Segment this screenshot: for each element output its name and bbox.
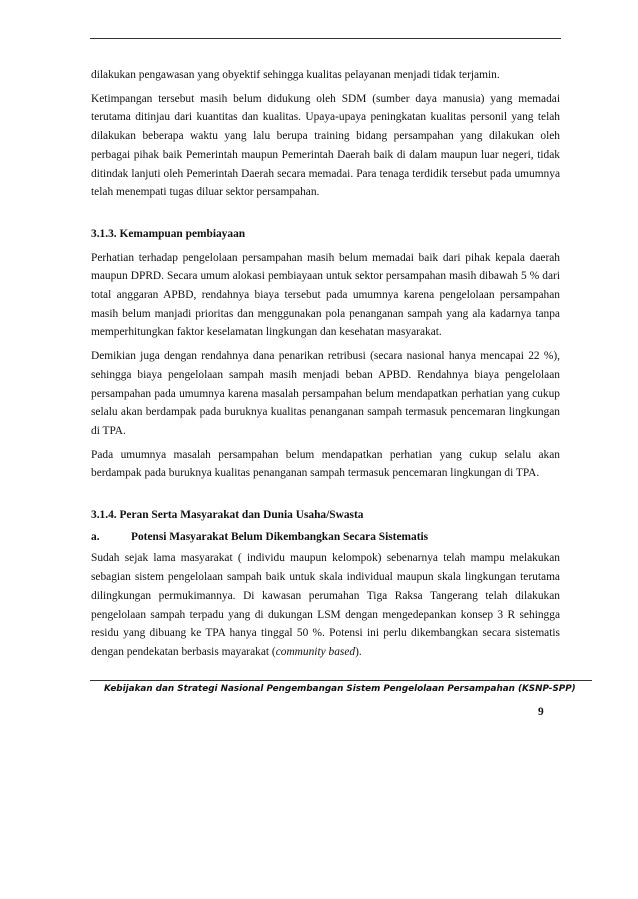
footer-rule: [90, 680, 592, 681]
section-heading-3-1-3: 3.1.3. Kemampuan pembiayaan: [91, 227, 246, 240]
header-rule: [90, 38, 561, 39]
paragraph: Ketimpangan tersebut masih belum didukung oleh SDM (sumber daya manusia) yang memadai terutama ditinjau dari kuantitas dan kualitas. Upaya-upaya peningkatan kualitas personil yang telah dilakukan beberapa waktu yang lalu berupa training bidang persampahan yang dilakukan oleh perbagai pihak baik Pemerintah maupun Pemerintah Daerah baik di dalam maupun luar negeri, tidak ditindak lanjuti oleh Pemerintah Daerah secara memadai. Para tenaga terdidik tersebut pada umumnya telah menempati tugas diluar sektor persampahan.: [91, 92, 560, 199]
footer-title: Kebijakan dan Strategi Nasional Pengembangan Sistem Pengelolaan Persampahan (KSNP-SPP): [104, 684, 576, 694]
subsection-title: Potensi Masyarakat Belum Dikembangkan Secara Sistematis: [131, 530, 429, 543]
paragraph: Perhatian terhadap pengelolaan persampahan masih belum memadai baik dari pihak kepala daerah maupun DPRD. Secara umum alokasi pembiayaan untuk sektor persampahan masih dibawah 5 % dari total anggaran APBD, rendahnya biaya tersebut pada umumnya karena pengelolaan persampahan masih belum manjadi prioritas dan menggunakan pola penanganan sampah yang ala kadarnya tanpa memperhitungkan faktor keselamatan lingkungan dan kesehatan masyarakat.: [91, 251, 560, 339]
italic-term: community based: [275, 645, 356, 658]
page-body: [91, 66, 560, 667]
paragraph-text: Sudah sejak lama masyarakat ( individu maupun kelompok) sebenarnya telah mampu melakukan sebagian sistem pengelolaan sampah baik untuk skala individual maupun skala lingkungan terutama dilingkungan permukimannya. Di kawasan perumahan Tiga Raksa Tangerang telah dilakukan pengelolaan sampah terpadu yang di dukungan LSM dengan mengedepankan konsep 3 R sehingga residu yang dibuang ke TPA hanya tinggal 50 %. Potensi ini perlu dikembangkan secara sistematis dengan pendekatan berbasis mayarakat (: [91, 552, 560, 658]
paragraph: Demikian juga dengan rendahnya dana penarikan retribusi (secara nasional hanya mencapai 22 %), sehingga biaya pengelolaan sampah masih menjadi beban APBD. Rendahnya biaya pengelolaan persampahan pada umumnya karena masalah persampahan belum mendapatkan perhatian yang cukup selalu akan berdampak pada buruknya kualitas penanganan sampah termasuk pencemaran lingkungan di TPA.: [91, 350, 560, 437]
paragraph: [91, 549, 560, 661]
subsection-heading: [91, 528, 560, 547]
paragraph-end: ).: [355, 645, 362, 658]
paragraph: Pada umumnya masalah persampahan belum mendapatkan perhatian yang cukup selalu akan berdampak pada buruknya kualitas penanganan sampah termasuk pencemaran lingkungan di TPA.: [91, 448, 560, 480]
page-number: 9: [538, 706, 544, 718]
subsection-letter: a.: [91, 530, 100, 543]
paragraph: dilakukan pengawasan yang obyektif sehingga kualitas pelayanan menjadi tidak terjamin.: [91, 69, 500, 81]
section-heading-3-1-4: 3.1.4. Peran Serta Masyarakat dan Dunia Usaha/Swasta: [91, 509, 364, 522]
